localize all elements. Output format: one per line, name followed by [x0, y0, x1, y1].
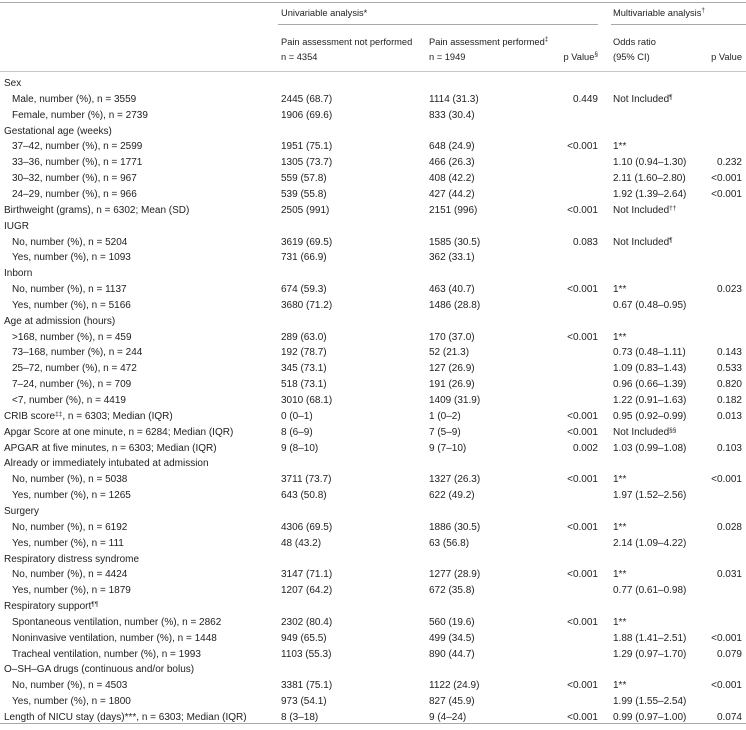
cell-not-performed: 1305 (73.7) — [281, 157, 333, 169]
cell-performed: 1277 (28.9) — [429, 569, 481, 581]
row-label: Age at admission (hours) — [4, 315, 116, 327]
row-label: Apgar Score at one minute, n = 6284; Median (IQR) — [4, 426, 234, 438]
cell-performed: 7 (5–9) — [429, 426, 461, 438]
cell-odds-ratio: 1.92 (1.39–2.64) — [613, 188, 687, 200]
cell-performed: 127 (26.9) — [429, 363, 475, 375]
cell-not-performed: 559 (57.8) — [281, 173, 327, 185]
cell-performed: 427 (44.2) — [429, 188, 475, 200]
row-label: No, number (%), n = 5038 — [12, 474, 128, 486]
cell-p-value-2: 0.028 — [716, 521, 742, 533]
cell-not-performed: 4306 (69.5) — [281, 521, 333, 533]
cell-odds-ratio: 2.11 (1.60–2.80) — [613, 173, 686, 185]
row-label: 30–32, number (%), n = 967 — [12, 173, 137, 185]
cell-performed: 1886 (30.5) — [429, 521, 481, 533]
cell-odds-ratio: 0.67 (0.48–0.95) — [613, 299, 687, 311]
cell-performed: 1409 (31.9) — [429, 395, 481, 406]
cell-odds-ratio: 1** — [613, 331, 627, 343]
cell-performed: 622 (49.2) — [429, 490, 475, 502]
header-p-value: p Value§ — [563, 51, 598, 62]
cell-p-value: <0.001 — [567, 204, 598, 216]
cell-p-value: <0.001 — [567, 410, 598, 422]
header-p-value-2: p Value — [711, 52, 742, 62]
cell-performed: 1486 (28.8) — [429, 299, 481, 311]
cell-performed: 499 (34.5) — [429, 632, 475, 644]
row-label: IUGR — [4, 220, 29, 232]
cell-performed: 170 (37.0) — [429, 331, 475, 343]
cell-p-value: <0.001 — [567, 569, 598, 581]
row-label: Already or immediately intubated at admission — [4, 458, 209, 470]
row-label: No, number (%), n = 6192 — [12, 521, 128, 533]
row-label: APGAR at five minutes, n = 6303; Median (IQR) — [4, 442, 217, 454]
cell-p-value-2: <0.001 — [711, 474, 742, 486]
cell-p-value-2: 0.533 — [716, 363, 742, 375]
row-label: Tracheal ventilation, number (%), n = 1993 — [12, 648, 201, 660]
row-label: No, number (%), n = 4503 — [12, 680, 128, 692]
cell-not-performed: 3147 (71.1) — [281, 569, 333, 581]
cell-performed: 362 (33.1) — [429, 252, 475, 264]
multivariable-underline — [611, 24, 746, 25]
cell-not-performed: 9 (8–10) — [281, 442, 319, 454]
row-label: Length of NICU stay (days)***, n = 6303; Median (IQR) — [4, 712, 247, 723]
row-label: Yes, number (%), n = 5166 — [12, 299, 131, 311]
row-label: Female, number (%), n = 2739 — [12, 109, 148, 121]
cell-odds-ratio: 1.29 (0.97–1.70) — [613, 648, 687, 660]
cell-not-performed: 539 (55.8) — [281, 188, 327, 200]
row-label: 73–168, number (%), n = 244 — [12, 347, 143, 359]
cell-performed: 890 (44.7) — [429, 648, 475, 660]
cell-performed: 463 (40.7) — [429, 284, 475, 296]
cell-not-performed: 2505 (991) — [281, 204, 330, 216]
cell-not-performed: 3619 (69.5) — [281, 236, 333, 248]
cell-odds-ratio: 2.14 (1.09–4.22) — [613, 537, 687, 549]
cell-not-performed: 289 (63.0) — [281, 331, 327, 343]
cell-not-performed: 345 (73.1) — [281, 363, 327, 375]
cell-performed: 827 (45.9) — [429, 696, 475, 708]
row-label: Sex — [4, 78, 22, 89]
row-label: 24–29, number (%), n = 966 — [12, 188, 137, 200]
cell-performed: 9 (7–10) — [429, 442, 467, 454]
row-label: Yes, number (%), n = 1879 — [12, 585, 131, 597]
cell-p-value-2: 0.103 — [716, 442, 742, 454]
univariable-underline — [278, 24, 598, 25]
cell-p-value-2: 0.079 — [716, 648, 742, 660]
header-not-performed-n: n = 4354 — [281, 52, 318, 62]
cell-p-value: <0.001 — [567, 712, 598, 723]
row-label: CRIB score‡‡, n = 6303; Median (IQR) — [4, 410, 173, 422]
row-label: Male, number (%), n = 3559 — [12, 93, 137, 105]
cell-p-value-2: <0.001 — [711, 632, 742, 644]
cell-p-value-2: 0.013 — [716, 410, 742, 422]
cell-performed: 1114 (31.3) — [429, 93, 479, 105]
cell-not-performed: 973 (54.1) — [281, 696, 327, 708]
cell-not-performed: 1207 (64.2) — [281, 585, 333, 597]
row-label: No, number (%), n = 1137 — [12, 284, 127, 296]
cell-odds-ratio: 1** — [613, 616, 627, 628]
cell-odds-ratio: Not Included§§ — [613, 426, 677, 438]
cell-not-performed: 518 (73.1) — [281, 379, 327, 391]
cell-odds-ratio: 1** — [613, 680, 627, 692]
cell-p-value: <0.001 — [567, 521, 598, 533]
cell-not-performed: 1103 (55.3) — [281, 648, 332, 660]
cell-odds-ratio: 1** — [613, 141, 627, 153]
row-label: Respiratory support¶¶ — [4, 601, 99, 613]
header-univariable: Univariable analysis* — [281, 8, 368, 18]
cell-p-value: <0.001 — [567, 284, 598, 296]
cell-odds-ratio: 1.97 (1.52–2.56) — [613, 490, 687, 502]
row-label: Inborn — [4, 268, 33, 280]
cell-p-value-2: <0.001 — [711, 188, 742, 200]
row-label: Noninvasive ventilation, number (%), n = 1448 — [12, 632, 217, 644]
cell-performed: 672 (35.8) — [429, 585, 475, 597]
cell-performed: 1327 (26.3) — [429, 474, 481, 486]
cell-not-performed: 2302 (80.4) — [281, 616, 333, 628]
row-label: 33–36, number (%), n = 1771 — [12, 157, 143, 169]
cell-p-value: <0.001 — [567, 474, 598, 486]
cell-p-value: 0.449 — [572, 93, 598, 105]
cell-not-performed: 8 (6–9) — [281, 426, 313, 438]
cell-performed: 466 (26.3) — [429, 157, 475, 169]
cell-p-value: <0.001 — [567, 616, 598, 628]
cell-performed: 560 (19.6) — [429, 616, 475, 628]
header-bottom-rule — [0, 71, 746, 72]
cell-odds-ratio: 0.73 (0.48–1.11) — [613, 347, 686, 359]
row-label: No, number (%), n = 5204 — [12, 236, 128, 248]
header-not-performed: Pain assessment not performed — [281, 37, 413, 47]
cell-p-value-2: 0.143 — [716, 347, 742, 359]
cell-p-value: 0.002 — [572, 442, 598, 454]
cell-not-performed: 3381 (75.1) — [281, 680, 333, 692]
cell-p-value-2: 0.232 — [716, 157, 742, 169]
cell-odds-ratio: Not Included¶ — [613, 236, 673, 248]
header-performed: Pain assessment performed‡ — [429, 36, 549, 47]
cell-not-performed: 0 (0–1) — [281, 410, 313, 422]
cell-performed: 191 (26.9) — [429, 379, 475, 391]
row-label: Yes, number (%), n = 1800 — [12, 696, 131, 708]
cell-odds-ratio: 0.96 (0.66–1.39) — [613, 379, 687, 391]
cell-p-value-2: 0.074 — [716, 712, 742, 723]
cell-p-value: 0.083 — [572, 236, 598, 248]
row-label: Respiratory distress syndrome — [4, 553, 140, 565]
cell-odds-ratio: 1** — [613, 521, 627, 533]
cell-odds-ratio: 1.09 (0.83–1.43) — [613, 363, 687, 375]
cell-odds-ratio: Not Included¶ — [613, 93, 673, 105]
cell-p-value-2: 0.820 — [716, 379, 742, 391]
cell-p-value-2: 0.182 — [716, 395, 742, 406]
cell-odds-ratio: 1** — [613, 284, 627, 296]
cell-p-value: <0.001 — [567, 426, 598, 438]
cell-odds-ratio: 1** — [613, 569, 627, 581]
header-ci: (95% CI) — [613, 52, 650, 62]
cell-odds-ratio: 1.03 (0.99–1.08) — [613, 442, 687, 454]
cell-not-performed: 1951 (75.1) — [281, 141, 333, 153]
cell-odds-ratio: 0.77 (0.61–0.98) — [613, 585, 687, 597]
cell-not-performed: 3711 (73.7) — [281, 474, 332, 486]
row-label: Surgery — [4, 505, 40, 517]
cell-p-value-2: <0.001 — [711, 173, 742, 185]
cell-performed: 1585 (30.5) — [429, 236, 481, 248]
row-label: >168, number (%), n = 459 — [12, 331, 132, 343]
cell-odds-ratio: 1.22 (0.91–1.63) — [613, 395, 687, 406]
cell-performed: 1122 (24.9) — [429, 680, 480, 692]
cell-not-performed: 643 (50.8) — [281, 490, 327, 502]
cell-performed: 9 (4–24) — [429, 712, 467, 723]
row-label: Yes, number (%), n = 1093 — [12, 252, 131, 264]
cell-performed: 833 (30.4) — [429, 109, 475, 121]
row-label: Birthweight (grams), n = 6302; Mean (SD) — [4, 204, 190, 216]
cell-not-performed: 731 (66.9) — [281, 252, 327, 264]
cell-not-performed: 1906 (69.6) — [281, 109, 333, 121]
cell-p-value: <0.001 — [567, 141, 598, 153]
cell-odds-ratio: 1** — [613, 474, 627, 486]
cell-odds-ratio: Not Included†† — [613, 204, 677, 216]
table-top-rule — [0, 2, 746, 3]
header-performed-n: n = 1949 — [429, 52, 466, 62]
cell-p-value: <0.001 — [567, 680, 598, 692]
row-label: Yes, number (%), n = 111 — [12, 537, 124, 549]
cell-p-value-2: <0.001 — [711, 680, 742, 692]
row-label: 7–24, number (%), n = 709 — [12, 379, 132, 391]
cell-not-performed: 3010 (68.1) — [281, 395, 333, 406]
cell-odds-ratio: 1.88 (1.41–2.51) — [613, 632, 687, 644]
row-label: <7, number (%), n = 4419 — [12, 395, 126, 406]
row-label: Spontaneous ventilation, number (%), n = 2862 — [12, 616, 222, 628]
cell-performed: 2151 (996) — [429, 204, 478, 216]
cell-performed: 1 (0–2) — [429, 410, 461, 422]
cell-p-value-2: 0.031 — [716, 569, 742, 581]
cell-p-value: <0.001 — [567, 331, 598, 343]
row-label: Gestational age (weeks) — [4, 125, 112, 137]
cell-odds-ratio: 0.95 (0.92–0.99) — [613, 410, 687, 422]
cell-performed: 63 (56.8) — [429, 537, 470, 549]
cell-not-performed: 2445 (68.7) — [281, 93, 333, 105]
row-label: Yes, number (%), n = 1265 — [12, 490, 131, 502]
cell-odds-ratio: 1.99 (1.55–2.54) — [613, 696, 687, 708]
header-multivariable: Multivariable analysis† — [613, 7, 705, 18]
cell-not-performed: 48 (43.2) — [281, 537, 322, 549]
cell-not-performed: 192 (78.7) — [281, 347, 327, 359]
cell-not-performed: 674 (59.3) — [281, 284, 327, 296]
row-label: No, number (%), n = 4424 — [12, 569, 128, 581]
cell-odds-ratio: 0.99 (0.97–1.00) — [613, 712, 687, 723]
cell-not-performed: 8 (3–18) — [281, 712, 319, 723]
cell-not-performed: 949 (65.5) — [281, 632, 327, 644]
cell-not-performed: 3680 (71.2) — [281, 299, 333, 311]
cell-performed: 648 (24.9) — [429, 141, 475, 153]
cell-performed: 52 (21.3) — [429, 347, 470, 359]
row-label: 25–72, number (%), n = 472 — [12, 363, 137, 375]
header-odds-ratio: Odds ratio — [613, 37, 656, 47]
cell-performed: 408 (42.2) — [429, 173, 475, 185]
row-label: O–SH–GA drugs (continuous and/or bolus) — [4, 664, 195, 676]
cell-odds-ratio: 1.10 (0.94–1.30) — [613, 157, 687, 169]
cell-p-value-2: 0.023 — [716, 284, 742, 296]
row-label: 37–42, number (%), n = 2599 — [12, 141, 143, 153]
